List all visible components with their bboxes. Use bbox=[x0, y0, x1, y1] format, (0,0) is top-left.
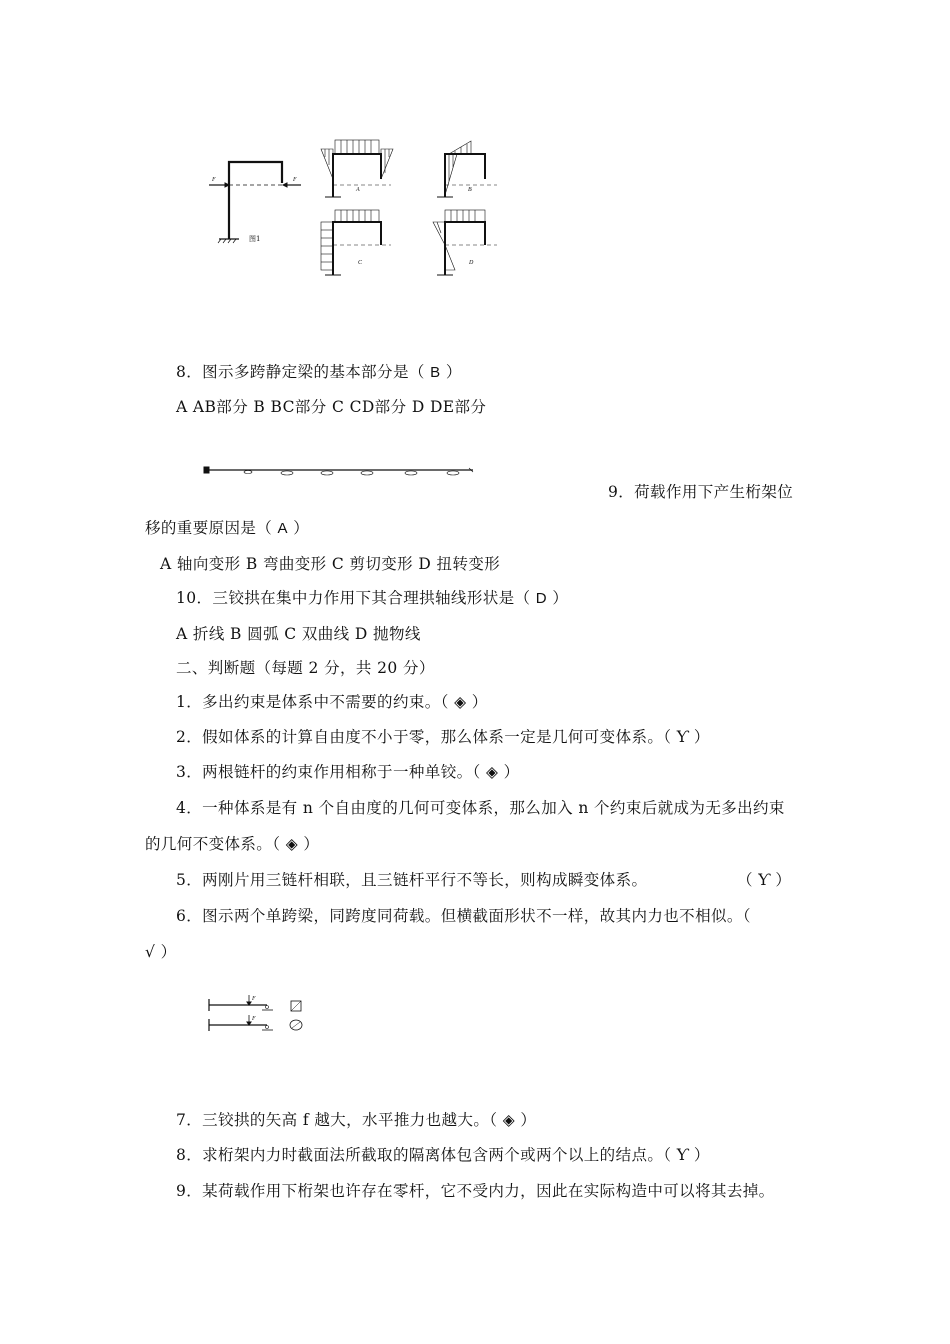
main-frame bbox=[209, 162, 301, 243]
judgment-5-answer: （ Ƴ ） bbox=[737, 871, 792, 889]
judgment-5: 5．两刚片用三链杆相联，且三链杆平行不等长，则构成瞬变体系。 bbox=[176, 871, 648, 889]
question-9-options: A 轴向变形 B 弯曲变形 C 剪切变形 D 扭转变形 bbox=[160, 555, 501, 573]
beam-load-label-1: F bbox=[252, 996, 256, 1002]
judgment-8: 8．求桁架内力时截面法所截取的隔离体包含两个或两个以上的结点。（ Ƴ ） bbox=[176, 1146, 710, 1164]
judgment-6-line-1: 6．图示两个单跨梁，同跨度同荷载。但横截面形状不一样，故其内力也不相似。（ bbox=[176, 907, 751, 925]
judgment-7: 7．三铰拱的矢高 f 越大，水平推力也越大。（ ◈ ） bbox=[176, 1111, 537, 1129]
beam-load-label-2: F bbox=[252, 1016, 256, 1022]
load-label-left: F bbox=[212, 177, 216, 183]
question-10: 10．三铰拱在集中力作用下其合理拱轴线形状是（ D ） bbox=[176, 589, 569, 607]
figure-caption: 图1 bbox=[249, 235, 261, 243]
judgment-2: 2．假如体系的计算自由度不小于零，那么体系一定是几何可变体系。（ Ƴ ） bbox=[176, 728, 710, 746]
multi-span-beam-figure bbox=[203, 464, 483, 478]
judgment-1: 1．多出约束是体系中不需要的约束。（ ◈ ） bbox=[176, 693, 488, 711]
diagram-label-c: C bbox=[358, 260, 363, 266]
question-9-line-1: 9．荷载作用下产生桁架位 bbox=[608, 483, 794, 501]
frame-figure bbox=[205, 135, 505, 295]
judgment-3: 3．两根链杆的约束作用相称于一种单铰。（ ◈ ） bbox=[176, 763, 520, 781]
judgment-4-line-2: 的几何不变体系。（ ◈ ） bbox=[145, 835, 320, 853]
judgment-9: 9．某荷载作用下桁架也许存在零杆，它不受内力，因此在实际构造中可以将其去掉。 bbox=[176, 1182, 775, 1200]
section-2-heading: 二、判断题（每题 2 分，共 20 分） bbox=[176, 659, 435, 677]
moment-diagram-d bbox=[433, 210, 497, 275]
mark-icon: ◈ bbox=[485, 763, 499, 781]
two-beams-figure bbox=[205, 993, 315, 1038]
moment-diagram-c bbox=[321, 210, 391, 275]
moment-diagram-b bbox=[437, 141, 497, 197]
question-9-line-2: 移的重要原因是（ A ） bbox=[145, 519, 310, 537]
question-8-options: A AB部分 B BC部分 C CD部分 D DE部分 bbox=[176, 398, 487, 416]
mark-icon: ◈ bbox=[285, 835, 299, 853]
mark-icon: ◈ bbox=[502, 1111, 516, 1129]
answer-q10: D bbox=[535, 590, 547, 607]
load-label-right: F bbox=[293, 177, 297, 183]
mark-icon: Ƴ bbox=[676, 728, 689, 746]
diagram-label-b: B bbox=[468, 187, 472, 193]
mark-icon: Ƴ bbox=[676, 1146, 689, 1164]
diagram-label-a: A bbox=[356, 187, 360, 193]
question-8: 8．图示多跨静定梁的基本部分是（ B ） bbox=[176, 363, 462, 381]
diagram-label-d: D bbox=[469, 260, 474, 266]
answer-q8: B bbox=[430, 364, 441, 381]
answer-q9: A bbox=[277, 520, 288, 537]
question-10-options: A 折线 B 圆弧 C 双曲线 D 抛物线 bbox=[176, 625, 421, 643]
mark-icon: ◈ bbox=[454, 693, 467, 711]
judgment-4-line-1: 4．一种体系是有 n 个自由度的几何可变体系，那么加入 n 个约束后就成为无多出约束 bbox=[176, 799, 785, 817]
judgment-6-line-2: √ ） bbox=[145, 943, 177, 961]
